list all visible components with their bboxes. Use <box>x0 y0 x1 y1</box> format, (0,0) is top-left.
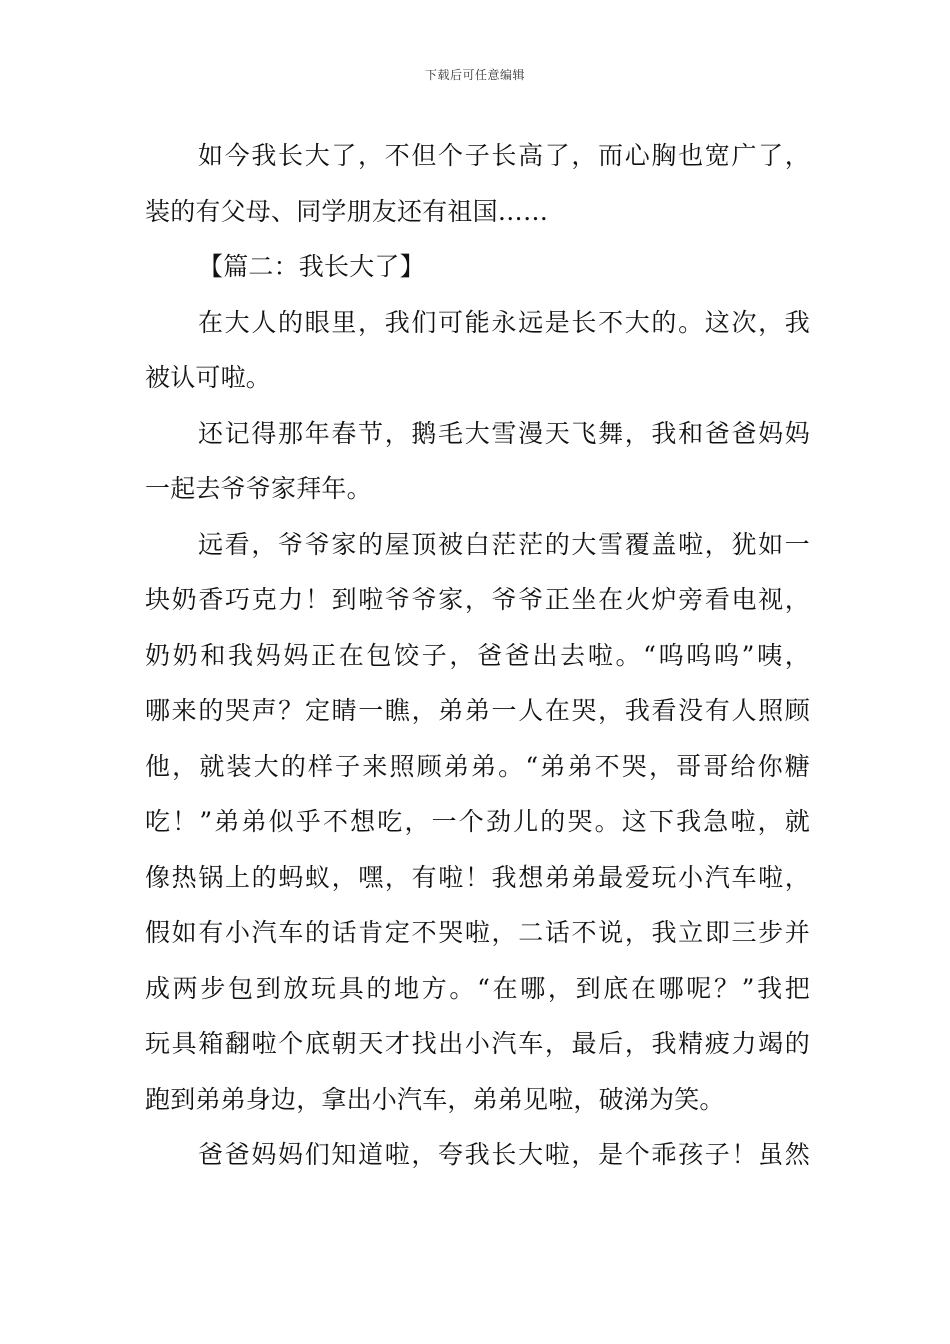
text-line: 装的有父母、同学朋友还有祖国…… <box>145 196 549 226</box>
text-line: 在大人的眼里，我们可能永远是长不大的。这次，我 <box>198 307 810 337</box>
text-line: 奶奶和我妈妈正在包饺子，爸爸出去啦。“呜呜呜”咦， <box>145 640 810 670</box>
text-line: 如今我长大了，不但个子长高了，而心胸也宽广了， <box>198 141 810 170</box>
text-line: 吃！”弟弟似乎不想吃，一个劲儿的哭。这下我急啦，就 <box>145 807 810 836</box>
text-line: 他，就装大的样子来照顾弟弟。“弟弟不哭，哥哥给你糖 <box>145 751 810 781</box>
text-line: 还记得那年春节，鹅毛大雪漫天飞舞，我和爸爸妈妈 <box>198 418 810 448</box>
text-line: 哪来的哭声？定睛一瞧，弟弟一人在哭，我看没有人照顾 <box>145 696 810 725</box>
text-line: 被认可啦。 <box>145 363 272 392</box>
text-line: 爸爸妈妈们知道啦，夸我长大啦，是个乖孩子！虽然 <box>198 1140 810 1169</box>
section-heading: 【篇二：我长大了】 <box>198 252 425 281</box>
text-line: 一起去爷爷家拜年。 <box>145 474 372 503</box>
text-line: 玩具箱翻啦个底朝天才找出小汽车，最后，我精疲力竭的 <box>145 1029 810 1058</box>
page-header: 下载后可任意编辑 <box>424 68 525 82</box>
text-line: 成两步包到放玩具的地方。“在哪，到底在哪呢？”我把 <box>145 973 810 1003</box>
text-line: 像热锅上的蚂蚁，嘿，有啦！我想弟弟最爱玩小汽车啦， <box>145 862 810 892</box>
text-line: 假如有小汽车的话肯定不哭啦，二话不说，我立即三步并 <box>145 918 810 947</box>
text-line: 远看，爷爷家的屋顶被白茫茫的大雪覆盖啦，犹如一 <box>198 529 810 559</box>
text-line: 跑到弟弟身边，拿出小汽车，弟弟见啦，破涕为笑。 <box>145 1084 725 1114</box>
document-body <box>145 128 810 1183</box>
text-line: 块奶香巧克力！到啦爷爷家，爷爷正坐在火炉旁看电视， <box>145 585 810 614</box>
